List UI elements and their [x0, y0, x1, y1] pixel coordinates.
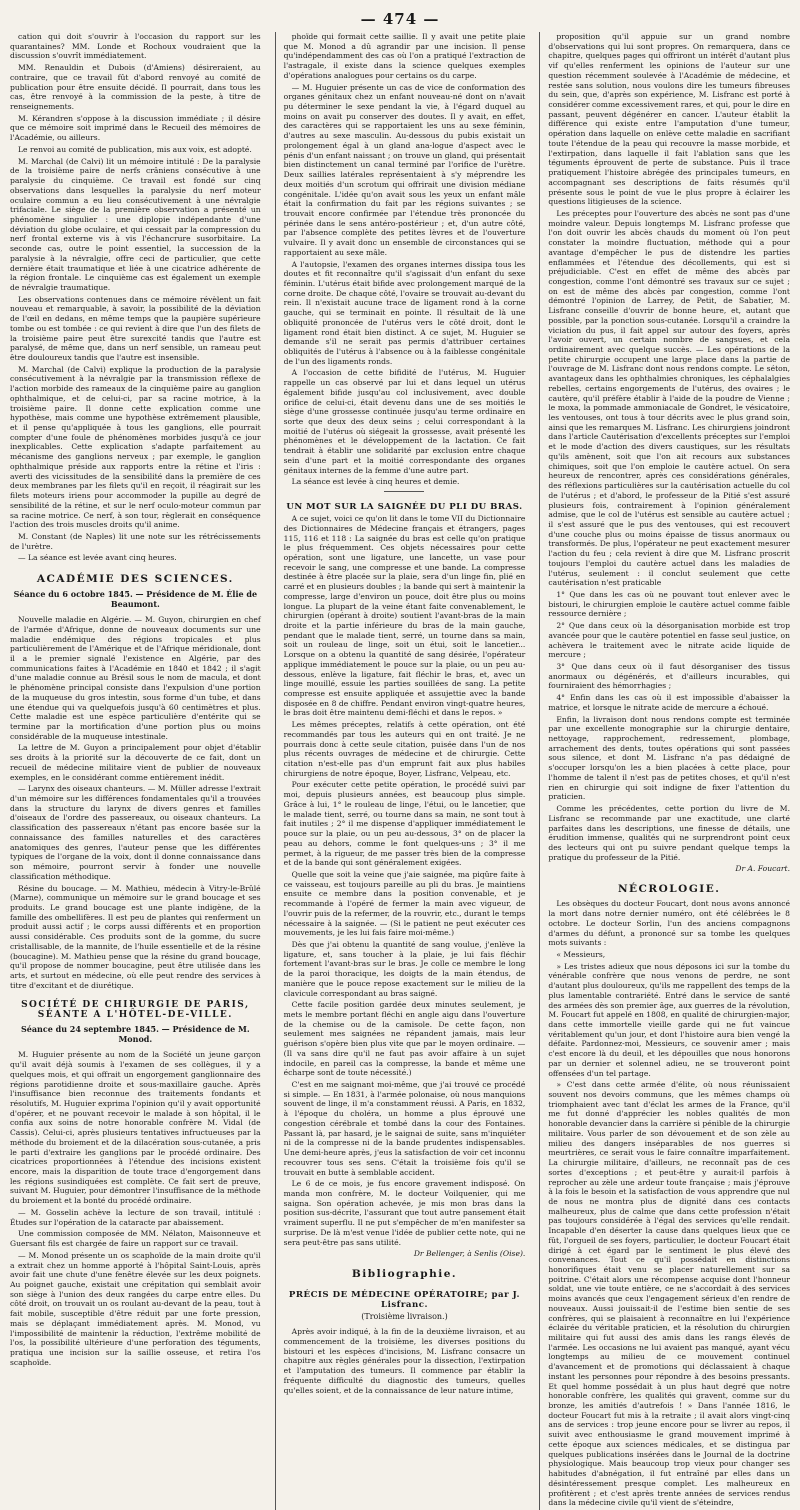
paragraph: MM. Renauldin et Dubois (d'Amiens) désireraient, au contraire, que ce travail fût d'abord renvoyé au comité de publication pour être ensuite décidé. Il pourrait, dans tous les cas, être renvoyé à la commission de la peste, à titre de renseignements.: [10, 63, 261, 112]
paragraph: 1° Que dans les cas où ne pouvant tout enlever avec le bistouri, le chirurgien emploie le cautère actuel comme faible ressource dernière ;: [548, 589, 790, 619]
book-title: PRÉCIS DE MÉDECINE OPÉRATOIRE; par J. Lisfranc.: [288, 1290, 521, 1311]
paragraph: A l'autopsie, l'examen des organes internes dissipa tous les doutes et fit reconnaître qu'il s'agissait d'un enfant du sexe féminin. L'utérus était bifide avec prolongement marqué de la corne droite. De chaque côté, l'ovaire se trouvait au-devant du rein. Il n'existait aucune trace de ligament rond à la corne gauche, qui se terminait en pointe. Il résultait de là une obliquité prononcée de l'utérus vers le côté droit, dont le ligament rond était bien distinct. A ce sujet, M. Huguier se demande s'il ne serait pas permis d'attribuer certaines obliquités de l'utérus à l'absence ou à la faiblesse congénitale de l'un des ligaments ronds.: [283, 259, 526, 366]
paragraph: M. Kérandren s'oppose à la discussion immédiate ; il désire que ce mémoire soit imprimé dans le Recueil des mémoires de l'Académie, ou ailleurs.: [10, 113, 261, 143]
paragraph: » Les tristes adieux que nous déposons ici sur la tombe du vénérable confrère que nous venons de perdre, ne sont d'autant plus douloureux, qu'ils me rappellent des temps de la plus lamentable contrariété. Entré dans le service de santé des armées dès son premier âge, aux guerres de la révolution, M. Foucart fut appelé en 1808, en qualité de chirurgien-major, dans cette immortelle vieille garde qui ne fut vaincue véritablement qu'un jour, et dont l'histoire aura bien vengé la défaite. Pardonnez-moi, Messieurs, ce souvenir amer ; mais c'est encore là du deuil, et les dépouilles que nous honorons par un dernier et solennel adieu, ne se trouveront point offensées d'un tel partage.: [548, 961, 790, 1078]
paragraph: Résine du boucage. — M. Mathieu, médecin à Vitry-le-Brûlé (Marne), communique un mémoire sur le grand boucage et ses produits. Le grand boucage est une plante indigène, de la famille des ombellifères. Il est peu de plantes qui renferment un produit aussi actif ; le corps aussi différents et en proportion aussi considérable. Ces produits sont de la gomme, du sucre cristallisable, de la mannite, de l'huile essentielle et de la résine (boucagine). M. Mathieu pense que la résine du grand boucage, qu'il propose de nommer boucagine, peut être utilisée dans les arts, et surtout en médecine, où elle peut rendre des services à titre d'excitant et de diurétique.: [10, 883, 261, 990]
paragraph: C'est en me saignant moi-même, que j'ai trouvé ce procédé si simple. — En 1831, à l'armée polonaise, où nous manquions souvent de linge, il m'a constamment réussi. A Paris, en 1832, à l'époque du choléra, un homme a plus éprouvé une congestion cérébrale et tombé dans la cour des Fontaines. Passant là, par hasard, je le saignai de suite, sans m'inquiéter ni de la compresse ni de la bande prudentes indispensables. Une demi-heure après, j'eus la satisfaction de voir cet inconnu recouvrer tous ses sens. C'était la troisième fois qu'il se trouvait en butte à semblable accident.: [283, 1080, 526, 1177]
bleeding-article-title: UN MOT SUR LA SAIGNÉE DU PLI DU BRAS.: [286, 502, 523, 513]
paragraph: A l'occasion de cette bifidité de l'utérus, M. Huguier rappelle un cas observé par lui et dans lequel un utérus également bifide jusqu'au col inclusivement, avec double orifice de celui-ci, était devenu dans une de ses moitiés le siège d'une grossesse continuée jusqu'au terme ordinaire en sorte que deux des deux seins ; celui correspondant à la moitié de l'utérus où siégeait la grossesse, avait présenté les phénomènes et le développement de la lactation. Ce fait tendrait à établir une solidarité par exclusion entre chaque sein d'une part et la moitié correspondante des organes génitaux internes de la femme d'une autre part.: [283, 368, 526, 475]
academy-section-title: ACADÉMIE DES SCIENCES.: [36, 573, 234, 586]
paragraph: Comme les précédentes, cette portion du livre de M. Lisfranc se recommande par une exactitude, une clarté parfaites dans les descriptions, une finesse de détails, une érudition immense, qualités qui ne surprendront point ceux des lecteurs qui ont pu suivre pendant quelque temps la pratique du professeur de la Pitié.: [548, 804, 790, 862]
column-2: [275, 32, 526, 1510]
necrology-title: NÉCROLOGIE.: [617, 883, 721, 896]
text-columns: [10, 32, 790, 1508]
bibliography-title: Bibliographie.: [351, 1268, 458, 1281]
paragraph: A ce sujet, voici ce qu'on lit dans le tome VII du Dictionnaire des Dictionnaires de Médecine français et étrangers, pages 115, 116 et 118 : La saignée du bras est celle qu'on pratique le plus fréquemment. Ces objets nécessaires pour cette opération, sont une ligature, une lancette, un vase pour recevoir le sang, une compresse et une bande. La compresse destinée à être placée sur la plaie, sera d'un linge fin, plié en carré et en plusieurs doubles ; la bande qui sert à maintenir la compresse, large d'environ un pouce, doit être plus ou moins longue. La plupart de la veine étant faite convenablement, le chirurgien (opérant à droite) soutient l'avant-bras de la main droite et la partie inférieure du bras de la main gauche, pendant que le malade tient, serré, un tourne dans sa main, soit un rouleau de linge, soit un étui, soit le lancetier... Lorsque on a obtenu la quantité de sang désirée, l'opérateur applique immédiatement le pouce sur la plaie, ou un peu au-dessous, enlève la ligature, fait fléchir le bras, et, avec un linge mouillé, essuie les parties souillées de sang. La petite compresse est ensuite appliquée et assujettie avec la bande disposée en 8 de chiffre. Pendant environ vingt-quatre heures, le bras doit être maintenu demi-fléchi et dans le repos. »: [283, 514, 526, 718]
paragraph: M. Constant (de Naples) lit une note sur les rétrécissements de l'urètre.: [10, 531, 261, 551]
paragraph: 2° Que dans ceux où la désorganisation morbide est trop avancée pour que le cautère potentiel en fasse seul justice, on achèvera le traitement avec le nitrate acide liquide de mercure ;: [548, 621, 790, 660]
paragraph: 4° Enfin dans les cas où il est impossible d'abaisser la matrice, et lorsque le nitrate acide de mercure a échoué.: [548, 693, 790, 712]
paragraph: Dès que j'ai obtenu la quantité de sang voulue, j'enlève la ligature, et, sans toucher à la plaie, je lui fais fléchir fortement l'avant-bras sur le bras. Je colle ce membre le long de la paroi thoracique, les doigts de la main étendus, de manière que le pouce repose exactement sur le milieu de la clavicule correspondant au bras saigné.: [283, 939, 526, 998]
newspaper-page: [10, 10, 790, 1508]
surgery-session-line: Séance du 24 septembre 1845. — Présidence de M. Monod.: [20, 1024, 250, 1045]
academy-session-line: Séance du 6 octobre 1845. — Présidence de M. Élie de Beaumont.: [13, 589, 258, 610]
paragraph: Enfin, la livraison dont nous rendons compte est terminée par une excellente monographie sur la chirurgie dentaire, nettoyage, rapprochement, redressement, plombage, arrachement des dents, toutes opérations qui sont passées sous silence, et dont M. Lisfranc n'a pas dédaigné de s'occuper lorsqu'on les a bien placées à cette place, pour l'homme de talent il n'est pas de petites choses, et qu'il n'est rien en chirurgie qui soit indigne de fixer l'attention du praticien.: [548, 714, 790, 802]
paragraph: M. Huguier présente au nom de la Société un jeune garçon qu'il avait déjà soumis à l'examen de ses collègues, il y a quelques mois, et qui offrait un engorgement ganglionnaire des régions parotidienne droite et sous-maxillaire gauche. Après l'insuffisance bien reconnue des traitements fondants et résolutifs, M. Huguier exprima l'opinion qu'il y avait opportunité d'opérer, et ne pouvant recevoir le malade à son hôpital, il le confia aux soins de notre honorable confrère M. Vidal (de Cassis). Celui-ci, après plusieurs tentatives infructueuses par la méthode du broiement et de la dilacération sous-cutanée, a pris le parti d'extraire les ganglions par le procédé ordinaire. Des cicatrices proportionnées à l'étendue des incisions existent encore, mais la disparition de toute trace d'engorgement dans les régions susindiquées est complète. Ce fait sert de preuve, suivant M. Huguier, pour démontrer l'insuffisance de la méthode du broiement et la bonté du procédé ordinaire.: [10, 1050, 261, 1206]
column-1: [10, 32, 261, 1510]
review-signature: Dr A. Foucart.: [735, 864, 790, 874]
paragraph: proposition qu'il appuie sur un grand nombre d'observations qui lui sont propres. On remarquera, dans ce chapitre, quelques pages qui offriront un intérêt d'autant plus vif qu'elles renferment les opinions de l'auteur sur une question récemment soulevée à l'Académie de médecine, et restée sans solution, nous voulons dire les tumeurs fibreuses du sein, que, d'après son expérience, M. Lisfranc est porté à considérer comme excessivement rares, et qui, pour le dire en passant, peuvent dégénérer en cancer. L'auteur établit la différence qui existe entre l'amputation d'une tumeur, opération dans laquelle on enlève cette maladie en sacrifiant toute l'étendue de la peau qui recouvre la masse morbide, et l'extirpation, dans laquelle il fait l'ablation sans que les téguments éprouvent de perte de substance. Puis il trace pratiquement l'histoire abrégée des principales tumeurs, en accompagnant ses descriptions de faits résumés qu'il présente sous le point de vue le plus propre à éclairer les questions litigieuses de la science.: [548, 32, 790, 207]
paragraph: phoïde qui formait cette saillie. Il y avait une petite plaie que M. Monod a dû agrandir par une incision. Il pense qu'indépendamment des cas où l'on a pratiqué l'extraction de l'astragale, il existe dans la science quelques exemples d'opérations analogues pour certains os du carpe.: [283, 32, 526, 80]
paragraph: » C'est dans cette armée d'élite, où nous réunissaient souvent nos devoirs communs, que les mêmes champs où triomphaient avec tant d'éclat les armes de la France, qu'il me fut donné d'apprécier les nobles qualités de mon honorable devancier dans la carrière si pénible de la chirurgie militaire. Vous parler de son dévouement et de son zèle au milieu des dangers inséparables de nos guerres si meurtrières, ce serait vous le faire connaître imparfaitement. La chirurgie militaire, d'ailleurs, ne reconnaît pas de ces sortes d'exceptions ; et peut-être y aurait-il parfois à reprocher au zèle une ardeur toute française ; mais j'éprouve à la fois le besoin et la satisfaction de vous apprendre que nul de nous ne montra plus de dignité dans ces contacts malheureux, plus de calme que dans cette profession n'était pas toujours considérée à l'égal des services qu'elle rendait. Incapable d'en déserter la cause dans quelques lieux que ce fût, l'orgueil de ses foyers, particulier, le docteur Foucart était dirigé à cet égard par le sentiment le plus élevé des convenances. Tout ce qu'il possédait en distinctions honorifiques était venu se placer naturellement sur sa poitrine. C'était alors une récompense acquise dont l'honneur soldat, une vie toute entière, ce ne s'accordait à des services moins avancés que ceux l'engagement sérieux d'en rendre de nouveaux. Aussi jouissait-il de l'estime bien sentie de ses confrères, qui se plaisaient à reconnaître en lui l'expérience éclairée du véritable praticien, et la résolution du chirurgien militaire qui fut aussi des amis dans les rangs élevés de l'armée. Les occasions ne lui avaient pas manqué, ayant vécu longtemps au milieu de ce mouvement continuel d'avancement et de promotions qui déclassaient à chaque instant les personnes pour répondre à des besoins pressants. Et quel homme possédait à un plus haut degré que notre honorable confrère, les qualités qui gravent, comme sur du bronze, les amitiés d'autrefois ! » Dans l'année 1816, le docteur Foucart fut mis à la retraite ; il avait alors vingt-cinq ans de services : trop jeune encore pour se livrer au repos, il suivit avec enthousiasme le grand mouvement imprimé à cette époque aux sciences médicales, et se distingua par quelques publications insérées dans le Journal de la doctrine physiologique. Mais beaucoup trop vieux pour changer ses habitudes d'abnégation, il fut entraîné par elles dans un désintéressement presque complet. Les malheureux en profitèrent ; et c'est après trente années de services rendus dans la médecine civile qu'il vient de s'éteindre,: [548, 1080, 790, 1508]
paragraph: La lettre de M. Guyon a principalement pour objet d'établir ses droits à la priorité sur la découverte de ce fait, dont un recueil de médecine militaire vient de publier de nouveaux exemples, en le considérant comme entièrement inédit.: [10, 743, 261, 782]
paragraph: cation qui doit s'ouvrir à l'occasion du rapport sur les quarantaines? MM. Londe et Rochoux voudraient que la discussion s'ouvrît immédiatement.: [10, 32, 261, 61]
paragraph: Quelle que soit la veine que j'aie saignée, ma piqûre faite à ce vaisseau, est toujours pareille au pli du bras. Je maintiens ensuite ce membre dans la position convenable, et je recommande à l'opéré de fermer la main avec vigueur, de l'ouvrir puis de la refermer, de la rouvrir, etc., durant le temps nécessaire à la saignée. — (Si le patient ne peut exécuter ces mouvements, je les lui fais faire moi-même.): [283, 869, 526, 938]
paragraph: « Messieurs,: [556, 949, 606, 959]
paragraph: M. Marchal (de Calvi) explique la production de la paralysie consécutivement à la névralgie par la transmission réflexe de l'action morbide des rameaux de la cinquième paire au ganglion ophthalmique, et de celui-ci, par sa racine motrice, à la troisième paire. Il donne cette explication comme une hypothèse, mais comme une hypothèse extrêmement plausible, et il pense qu'appliquée à tous les ganglions, elle pourrait compter d'une foule de phénomènes morbides jusqu'à ce jour inexplicables. Cette explication s'adapte parfaitement au mécanisme des ganglions nerveux ; par exemple, le ganglion ophthalmique préside aux rapports entre la rétine et l'iris : averti des vicissitudes de la sensibilité dans la première de ces deux membranes par les filets qu'il en reçoit, il réagirait sur les filets moteurs iriens pour accommoder la pupille au degré de sensibilité de la rétine, et sur le nerf oculo-moteur commun par sa racine motrice. Ce nerf, à son tour, règlerait en conséquence l'action des trois muscles droits qu'il anime.: [10, 364, 261, 530]
paragraph: Une commission composée de MM. Nélaton, Maisonneuve et Guersant fils est chargée de faire un rapport sur ce travail.: [10, 1229, 261, 1249]
paragraph: Pour exécuter cette petite opération, le procédé suivi par moi, depuis plusieurs années, est beaucoup plus simple. Grâce à lui, 1° le rouleau de linge, l'étui, ou le lancetier, que le malade tient, serré, ou tourne dans sa main, ne sont tout à fait inutiles ; 2° il me dispense d'appliquer immédiatement le pouce sur la plaie, ou un peu au-dessous, 3° on de placer la peau au dehors, comme le font quelques-uns ; 3° il me permet, à la rigueur, de me passer très bien de la compresse et de la bande qui sont généralement exigées.: [283, 780, 526, 868]
paragraph: — Larynx des oiseaux chanteurs. — M. Müller adresse l'extrait d'un mémoire sur les différences fondamentales qu'il a trouvées dans la structure du larynx de divers genres et familles d'oiseaux de l'ordre des passereaux, ou oiseaux chanteurs. La classification des passereaux n'étant pas encore basée sur la connaissance des familles naturelles et des caractères anatomiques des genres, l'auteur pense que les différentes typiques de l'organe de la voix, dont il donne connaissance dans son mémoire, pourront servir à fonder une nouvelle classification méthodique.: [10, 784, 261, 881]
paragraph: Les observations contenues dans ce mémoire révèlent un fait nouveau et remarquable, à savoir, la possibilité de la déviation de l'œil en dedans, en même temps que la paupière supérieure tombe ou est tombée : ce qui revient à dire que l'un des filets de la troisième paire peut être surexcité tandis que l'autre est paralysé, de même que, dans un nerf sensible, un rameau peut être douloureux tandis que l'autre est insensible.: [10, 294, 261, 362]
paragraph: — M. Gosselin achève la lecture de son travail, intitulé : Études sur l'opération de la cataracte par abaissement.: [10, 1207, 261, 1227]
paragraph: Nouvelle maladie en Algérie. — M. Guyon, chirurgien en chef de l'armée d'Afrique, donne de nouveaux documents sur une maladie endémique des régions tropicales et plus particulièrement de l'Amérique et de l'Afrique méridionale, dont il a le premier signalé l'existence en Algérie, par des communications faites à l'Académie en 1840 et 1842 ; il s'agit d'une maladie connue au Brésil sous le nom de macula, et dont le phénomène principal consiste dans l'expulsion d'une portion de la muqueuse du gros intestin, sous forme d'un tube, et dans une étendue qui va quelquefois jusqu'à 60 centimètres et plus. Cette maladie est une espèce particulière d'entérite qui se termine par la mortification d'une portion plus ou moins considérable de la muqueuse intestinale.: [10, 615, 261, 741]
book-edition: (Troisième livraison.): [361, 1312, 448, 1322]
paragraph: Le renvoi au comité de publication, mis aux voix, est adopté.: [18, 144, 252, 154]
paragraph: Les obsèques du docteur Foucart, dont nous avons annoncé la mort dans notre dernier numéro, ont été célébrées le 8 octobre. Le docteur Sorlin, l'un des anciens compagnons d'armes du défunt, a prononcé sur sa tombe les quelques mots suivants :: [548, 899, 790, 948]
paragraph: — La séance est levée avant cinq heures.: [18, 553, 177, 563]
paragraph: Cette facile position gardée deux minutes seulement, je mets le membre portant fléchi en angle aigu dans l'ouverture de la chemise ou de la camisole. De cette façon, non seulement mes saignées ne répandent jamais, mais leur guérison s'opère bien plus vite que par le moyen ordinaire. — (Il va sans dire qu'il ne faut pas avoir affaire à un sujet indocile, en pareil cas la compresse, la bande et même une écharpe sont de toute nécessité.): [283, 1000, 526, 1078]
paragraph: Le 6 de ce mois, je fus encore gravement indisposé. On manda mon confrère, M. le docteur Voilquenier, qui me saigna. Son opération achevée, je mis mon bras dans la position sus-décrite, l'assurant que tout autre pansement était vraiment superflu. Il ne put s'empêcher de m'en manifester sa surprise. De là m'est venue l'idée de publier cette note, qui ne sera peut-être pas sans utilité.: [283, 1179, 526, 1247]
paragraph: M. Marchal (de Calvi) lit un mémoire intitulé : De la paralysie de la troisième paire de nerfs crâniens consécutive à une paralysie du cinquième. Ce travail est fondé sur cinq observations dans lesquelles la paralysie du nerf moteur oculaire commun a eu lieu consécutivement à une névralgie trifaciale. Le siège de la première observation a présenté un phénomène singulier : une diplopie indépendante d'une déviation du globe oculaire, et qui cessait par la compression du nerf frontal externe vis à vis l'échancrure susorbitaire. La seconde cas, outre le point essentiel, la succession de la paralysie à la névralgie, offre ceci de particulier, que cette dernière était traumatique et liée à une cicatrice adhérente de la région frontale. Le cinquième cas est également un exemple de névralgie traumatique.: [10, 156, 261, 292]
page-number: — 474 —: [360, 10, 440, 28]
paragraph: Après avoir indiqué, à la fin de la deuxième livraison, et au commencement de la troisième, les diverses positions du bistouri et les espèces d'incisions, M. Lisfranc consacre un chapitre aux règles générales pour la dissection, l'extirpation et l'amputation des tumeurs. Il commence par établir la fréquente difficulté du diagnostic des tumeurs, quelles qu'elles soient, et de la connaissance de leur nature intime,: [283, 1327, 526, 1395]
section-divider: [384, 491, 424, 492]
paragraph: Les préceptes pour l'ouverture des abcès ne sont pas d'une moindre valeur. Depuis longtemps M. Lisfranc professe que l'on doit ouvrir les abcès chauds du moment où l'on peut constater la moindre fluctuation, méthode qui a pour avantage d'empêcher le pus de distendre les parties enflammées et l'étendue des décollements, qui est si préjudiciable. C'est en effet de même des abcès par congestion, comme l'ont démontré ses travaux sur ce sujet ; on est de même des abcès par congestion, comme l'ont démontré l'opinion de Larrey, de Petit, de Sabatier, M. Lisfranc conseille d'ouvrir de bonne heure, et, autant que possible, par la ponction sous-cutanée. Lorsqu'il a craindre la viciation du pus, il fait appel sur autour des foyers, après l'avoir ouvert, un certain nombre de sangsues, et cela ordinairement avec quelque succès. — Les opérations de la petite chirurgie occupent une large place dans la partie de l'ouvrage de M. Lisfranc dont nous rendons compte. Le séton, avantageux dans les ophthalmies chroniques, les céphalalgies rebelles, certains engorgements de l'utérus, des ovaires ; le cautère, qu'il préfère établir à l'aide de la poudre de Vienne ; le moxa, la pommade ammoniacale de Gondret, le vésicatoire, les ventouses, ont tous à tour décrits avec le plus grand soin, ainsi que les remarques M. Lisfranc. Les chirurgiens joindront dans l'article Cautérisation d'excellents préceptes sur l'emploi et le mode d'action des divers caustiques, sur les résultats qu'ils amènent, soit que l'on ait recours aux substances chimiques, soit que l'on emploie le cautère actuel. On sera heureux de rencontrer, après ces considérations générales, des réflexions particulières sur la cautérisation actuelle du col de l'utérus ; et d'abord, le professeur de la Pitié s'est assuré plusieurs fois, contrairement à l'opinion généralement admise, que le col de l'utérus est sensible au cautère actuel ; il s'est assuré que le pus des ventouses, qui est recouvert d'une couche plus ou moins épaisse de tissus anormaux ou transformés. De plus, l'opérateur ne peut exactement mesurer l'action du feu ; cela revient à dire que M. Lisfranc proscrit toujours l'emploi du cautère actuel dans les maladies de l'utérus, seulement : il conclut seulement que cette cautérisation n'est praticable: [548, 208, 790, 588]
surgery-society-title: SOCIÉTÉ DE CHIRURGIE DE PARIS, SÉANTE A L'HÔTEL-DE-VILLE.: [21, 1000, 250, 1021]
article-signature: Dr Bellenger, à Senlis (Oise).: [413, 1249, 526, 1259]
paragraph: Les mêmes préceptes, relatifs à cette opération, ont été recommandés par tous les auteurs qui en ont traité. Je ne pourrais donc à cette seule citation, puisée dans l'un de nos plus récents ouvrages de médecine et de chirurgie. Cette citation n'est-elle pas d'un emprunt fait aux plus habiles chirurgiens de notre époque, Boyer, Lisfranc, Velpeau, etc.: [283, 720, 526, 778]
paragraph: — M. Monod présente un os scaphoïde de la main droite qu'il a extrait chez un homme apporté à l'hôpital Saint-Louis, après avoir fait une chute d'une fenêtre élevée sur les deux poignets. Au poignet gauche, existait une crépitation qui semblait avoir son siège à l'union des deux rangées du carpe entre elles. Du côté droit, on trouvait un os roulant au-devant de la peau, tout à fait mobile, susceptible d'être réduit par une forte pression, mais se déplaçant immédiatement après. M. Monod, vu l'impossibilité de maintenir la réduction, l'extrême mobilité de l'os, la possibilité ultérieure d'une perforation des téguments, pratiqua une incision sur la saillie osseuse, et retira l'os scaphoïde.: [10, 1250, 261, 1367]
paragraph: 3° Que dans ceux où il faut désorganiser des tissus anormaux ou dégénérés, et d'ailleurs incurables, qui fourniraient des hémorrhagies ;: [548, 662, 790, 691]
paragraph: — M. Huguier présente un cas de vice de conformation des organes génitaux chez un enfant nouveau-né dont on n'avait pu déterminer le sexe pendant la vie, à l'égard duquel au moins on avait pu conserver des doutes. Il y avait, en effet, des caractères qui se rapportaient les uns au sexe féminin, d'autres au sexe masculin. Au-dessous du pubis existait un prolongement égal à un gland ana-logue d'aspect avec le pénis d'un enfant naissant ; on trouve un gland, qui présentait bien distinctement un canal terminé par l'orifice de l'urètre. Deux saillies latérales représentaient à s'y méprendre les deux moitiés d'un scrotum qui offrirait une division médiane congénitale. L'idée qu'on avait sous les yeux un enfant mâle était la confirmation du fait par les régions suivantes ; se trouvait encore confirmée par l'étendue très prononcée du périnée dans le sens antéro-postérieur ; et, d'un autre côté, par l'absence complète des petites lèvres et de l'ouverture vulvaire. Il y avait donc un ensemble de circonstances qui se rapportaient au sexe mâle.: [283, 82, 526, 257]
paragraph: La séance est levée à cinq heures et demie.: [291, 477, 460, 487]
column-3: [539, 32, 790, 1510]
